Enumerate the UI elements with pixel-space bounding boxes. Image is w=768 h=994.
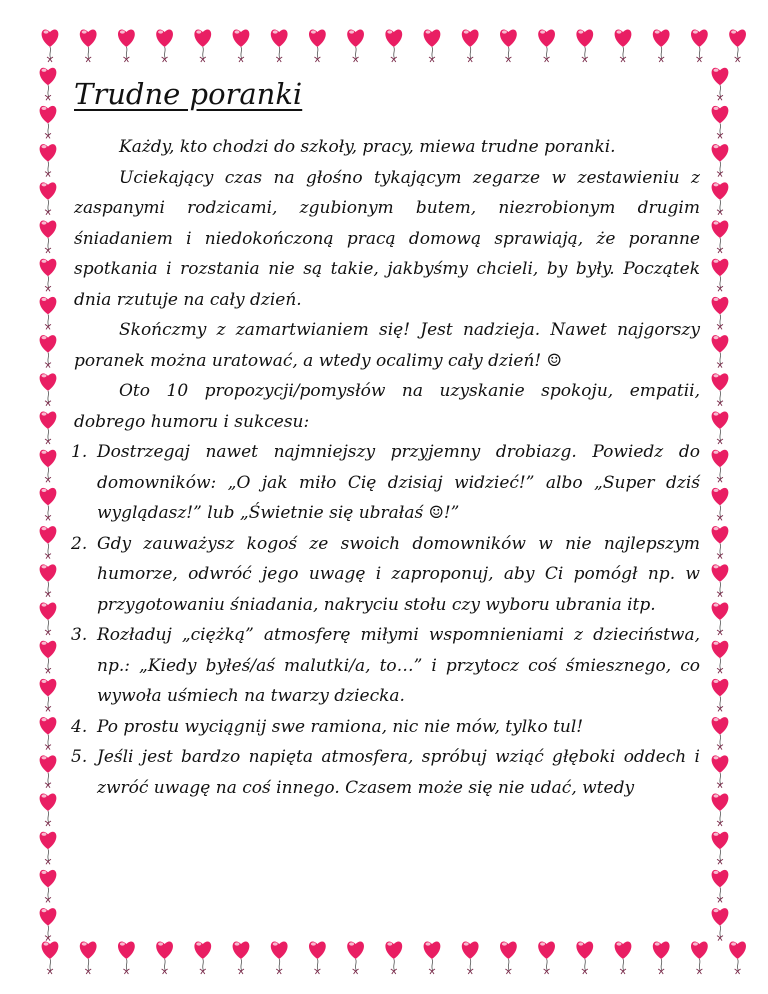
heart-balloon-icon xyxy=(118,30,135,62)
heart-balloon-icon xyxy=(40,526,57,558)
heart-balloon-icon xyxy=(194,30,211,62)
list-item-text: Po prostu wyciągnij swe ramiona, nic nie mów, tylko tul! xyxy=(97,716,584,737)
heart-balloon-icon xyxy=(712,526,729,558)
heart-balloon-icon xyxy=(40,221,57,253)
list-item-number: 4. xyxy=(71,716,88,737)
heart-balloon-icon xyxy=(385,30,402,62)
heart-balloon-icon xyxy=(40,679,57,711)
heart-balloon-icon xyxy=(462,30,479,62)
list-item-text: Dostrzegaj nawet najmniejszy przyjemny drobiazg. Powiedz do domowników: „O jak miło Cię dzisiaj widzieć!” albo „Super dziś wyglądasz!” lub „Świetnie się ubrałaś ☺!” xyxy=(97,442,700,523)
page-title: Trudne poranki xyxy=(74,77,303,111)
paragraph-hope: Skończmy z zamartwianiem się! Jest nadzieja. Nawet najgorszy poranek można uratować, a wtedy ocalimy cały dzień! ☺ xyxy=(74,320,700,371)
heart-balloon-icon xyxy=(500,942,517,974)
list-item-text: Gdy zauważysz kogoś ze swoich domowników w nie najlepszym humorze, odwróć jego uwagę i zaproponuj, aby Ci pomógł np. w przygotowaniu śniadania, nakryciu stołu czy wyboru ubrania itp. xyxy=(97,533,700,615)
heart-balloon-icon xyxy=(712,297,729,329)
heart-balloon-icon xyxy=(653,942,670,974)
heart-balloon-icon xyxy=(712,832,729,864)
list-item-text: Jeśli jest bardzo napięta atmosfera, spróbuj wziąć głęboki oddech i zwróć uwagę na coś innego. Czasem może się nie udać, wtedy xyxy=(97,747,700,798)
heart-balloon-icon xyxy=(80,942,97,974)
heart-balloon-icon xyxy=(42,30,59,62)
heart-balloon-icon xyxy=(712,641,729,673)
heart-balloon-icon xyxy=(712,259,729,291)
heart-balloon-icon xyxy=(576,30,593,62)
heart-balloon-icon xyxy=(615,942,632,974)
list-item-text: Rozładuj „ciężką” atmosferę miłymi wspomnieniami z dzieciństwa, np.: „Kiedy byłeś/aś malutki/a, to…” i przytocz coś śmiesznego, co wywoła uśmiech na twarzy dziecka. xyxy=(97,625,700,706)
heart-balloon-icon xyxy=(40,68,57,100)
heart-balloon-icon xyxy=(40,564,57,596)
heart-balloon-icon xyxy=(500,30,517,62)
heart-balloon-icon xyxy=(691,30,708,62)
list-item xyxy=(71,437,700,529)
list-item xyxy=(71,712,700,743)
heart-balloon-icon xyxy=(729,30,746,62)
heart-balloon-icon xyxy=(40,870,57,902)
paragraph-context: Uciekający czas na głośno tykającym zegarze w zestawieniu z zaspanymi rodzicami, zgubionym butem, niezrobionym drugim śniadaniem i niedokończoną pracą domową sprawiają, że poranne spotkania i rozstania nie są takie, jakbyśmy chcieli, by były. Początek dnia rzutuje na cały dzień. xyxy=(74,167,700,310)
heart-balloon-icon xyxy=(42,942,59,974)
heart-balloon-icon xyxy=(40,297,57,329)
heart-balloon-icon xyxy=(40,450,57,482)
heart-balloon-icon xyxy=(40,373,57,405)
tips-list xyxy=(71,437,700,803)
heart-balloon-icon xyxy=(233,942,250,974)
heart-balloon-icon xyxy=(40,717,57,749)
heart-balloon-icon xyxy=(712,908,729,940)
heart-balloon-icon xyxy=(712,182,729,214)
heart-balloon-icon xyxy=(691,942,708,974)
heart-balloon-icon xyxy=(712,679,729,711)
heart-balloon-icon xyxy=(712,717,729,749)
heart-balloon-icon xyxy=(538,30,555,62)
heart-balloon-icon xyxy=(729,942,746,974)
heart-balloon-icon xyxy=(40,755,57,787)
heart-balloon-icon xyxy=(347,942,364,974)
heart-balloon-icon xyxy=(40,603,57,635)
heart-balloon-icon xyxy=(40,106,57,138)
heart-balloon-icon xyxy=(347,30,364,62)
heart-balloon-icon xyxy=(653,30,670,62)
heart-balloon-icon xyxy=(156,30,173,62)
heart-balloon-icon xyxy=(712,488,729,520)
document-body xyxy=(71,62,700,803)
heart-balloon-icon xyxy=(424,942,441,974)
heart-balloon-icon xyxy=(712,106,729,138)
heart-balloon-icon xyxy=(118,942,135,974)
heart-balloon-icon xyxy=(40,832,57,864)
heart-balloon-icon xyxy=(712,603,729,635)
heart-balloon-icon xyxy=(712,335,729,367)
list-item xyxy=(71,742,700,803)
heart-balloon-icon xyxy=(538,942,555,974)
heart-balloon-icon xyxy=(424,30,441,62)
heart-balloon-icon xyxy=(40,144,57,176)
heart-balloon-icon xyxy=(712,450,729,482)
heart-balloon-icon xyxy=(40,908,57,940)
heart-balloon-icon xyxy=(40,412,57,444)
heart-balloon-icon xyxy=(615,30,632,62)
heart-balloon-icon xyxy=(271,30,288,62)
list-item-number: 5. xyxy=(71,747,88,767)
list-item-number: 2. xyxy=(71,533,88,554)
heart-balloon-icon xyxy=(40,641,57,673)
heart-balloon-icon xyxy=(80,30,97,62)
list-item xyxy=(71,620,700,712)
heart-balloon-icon xyxy=(309,942,326,974)
heart-balloon-icon xyxy=(712,870,729,902)
heart-balloon-icon xyxy=(712,412,729,444)
heart-balloon-icon xyxy=(712,794,729,826)
paragraph-intro: Każdy, kto chodzi do szkoły, pracy, miewa trudne poranki. xyxy=(119,137,616,157)
list-item-number: 3. xyxy=(71,625,88,645)
heart-balloon-icon xyxy=(40,182,57,214)
heart-balloon-icon xyxy=(712,221,729,253)
heart-balloon-icon xyxy=(194,942,211,974)
list-item-number: 1. xyxy=(71,442,88,462)
paragraph-list-intro: Oto 10 propozycji/pomysłów na uzyskanie spokoju, empatii, dobrego humoru i sukcesu: xyxy=(74,381,700,432)
heart-balloon-icon xyxy=(576,942,593,974)
heart-balloon-icon xyxy=(271,942,288,974)
heart-balloon-icon xyxy=(712,373,729,405)
heart-balloon-icon xyxy=(712,755,729,787)
heart-balloon-icon xyxy=(712,68,729,100)
heart-balloon-icon xyxy=(233,30,250,62)
heart-balloon-icon xyxy=(385,942,402,974)
heart-balloon-icon xyxy=(40,259,57,291)
heart-balloon-icon xyxy=(156,942,173,974)
heart-balloon-icon xyxy=(309,30,326,62)
heart-balloon-icon xyxy=(712,144,729,176)
heart-balloon-icon xyxy=(462,942,479,974)
heart-balloon-icon xyxy=(40,335,57,367)
heart-balloon-icon xyxy=(40,488,57,520)
heart-balloon-icon xyxy=(712,564,729,596)
heart-balloon-icon xyxy=(40,794,57,826)
list-item xyxy=(71,529,700,621)
